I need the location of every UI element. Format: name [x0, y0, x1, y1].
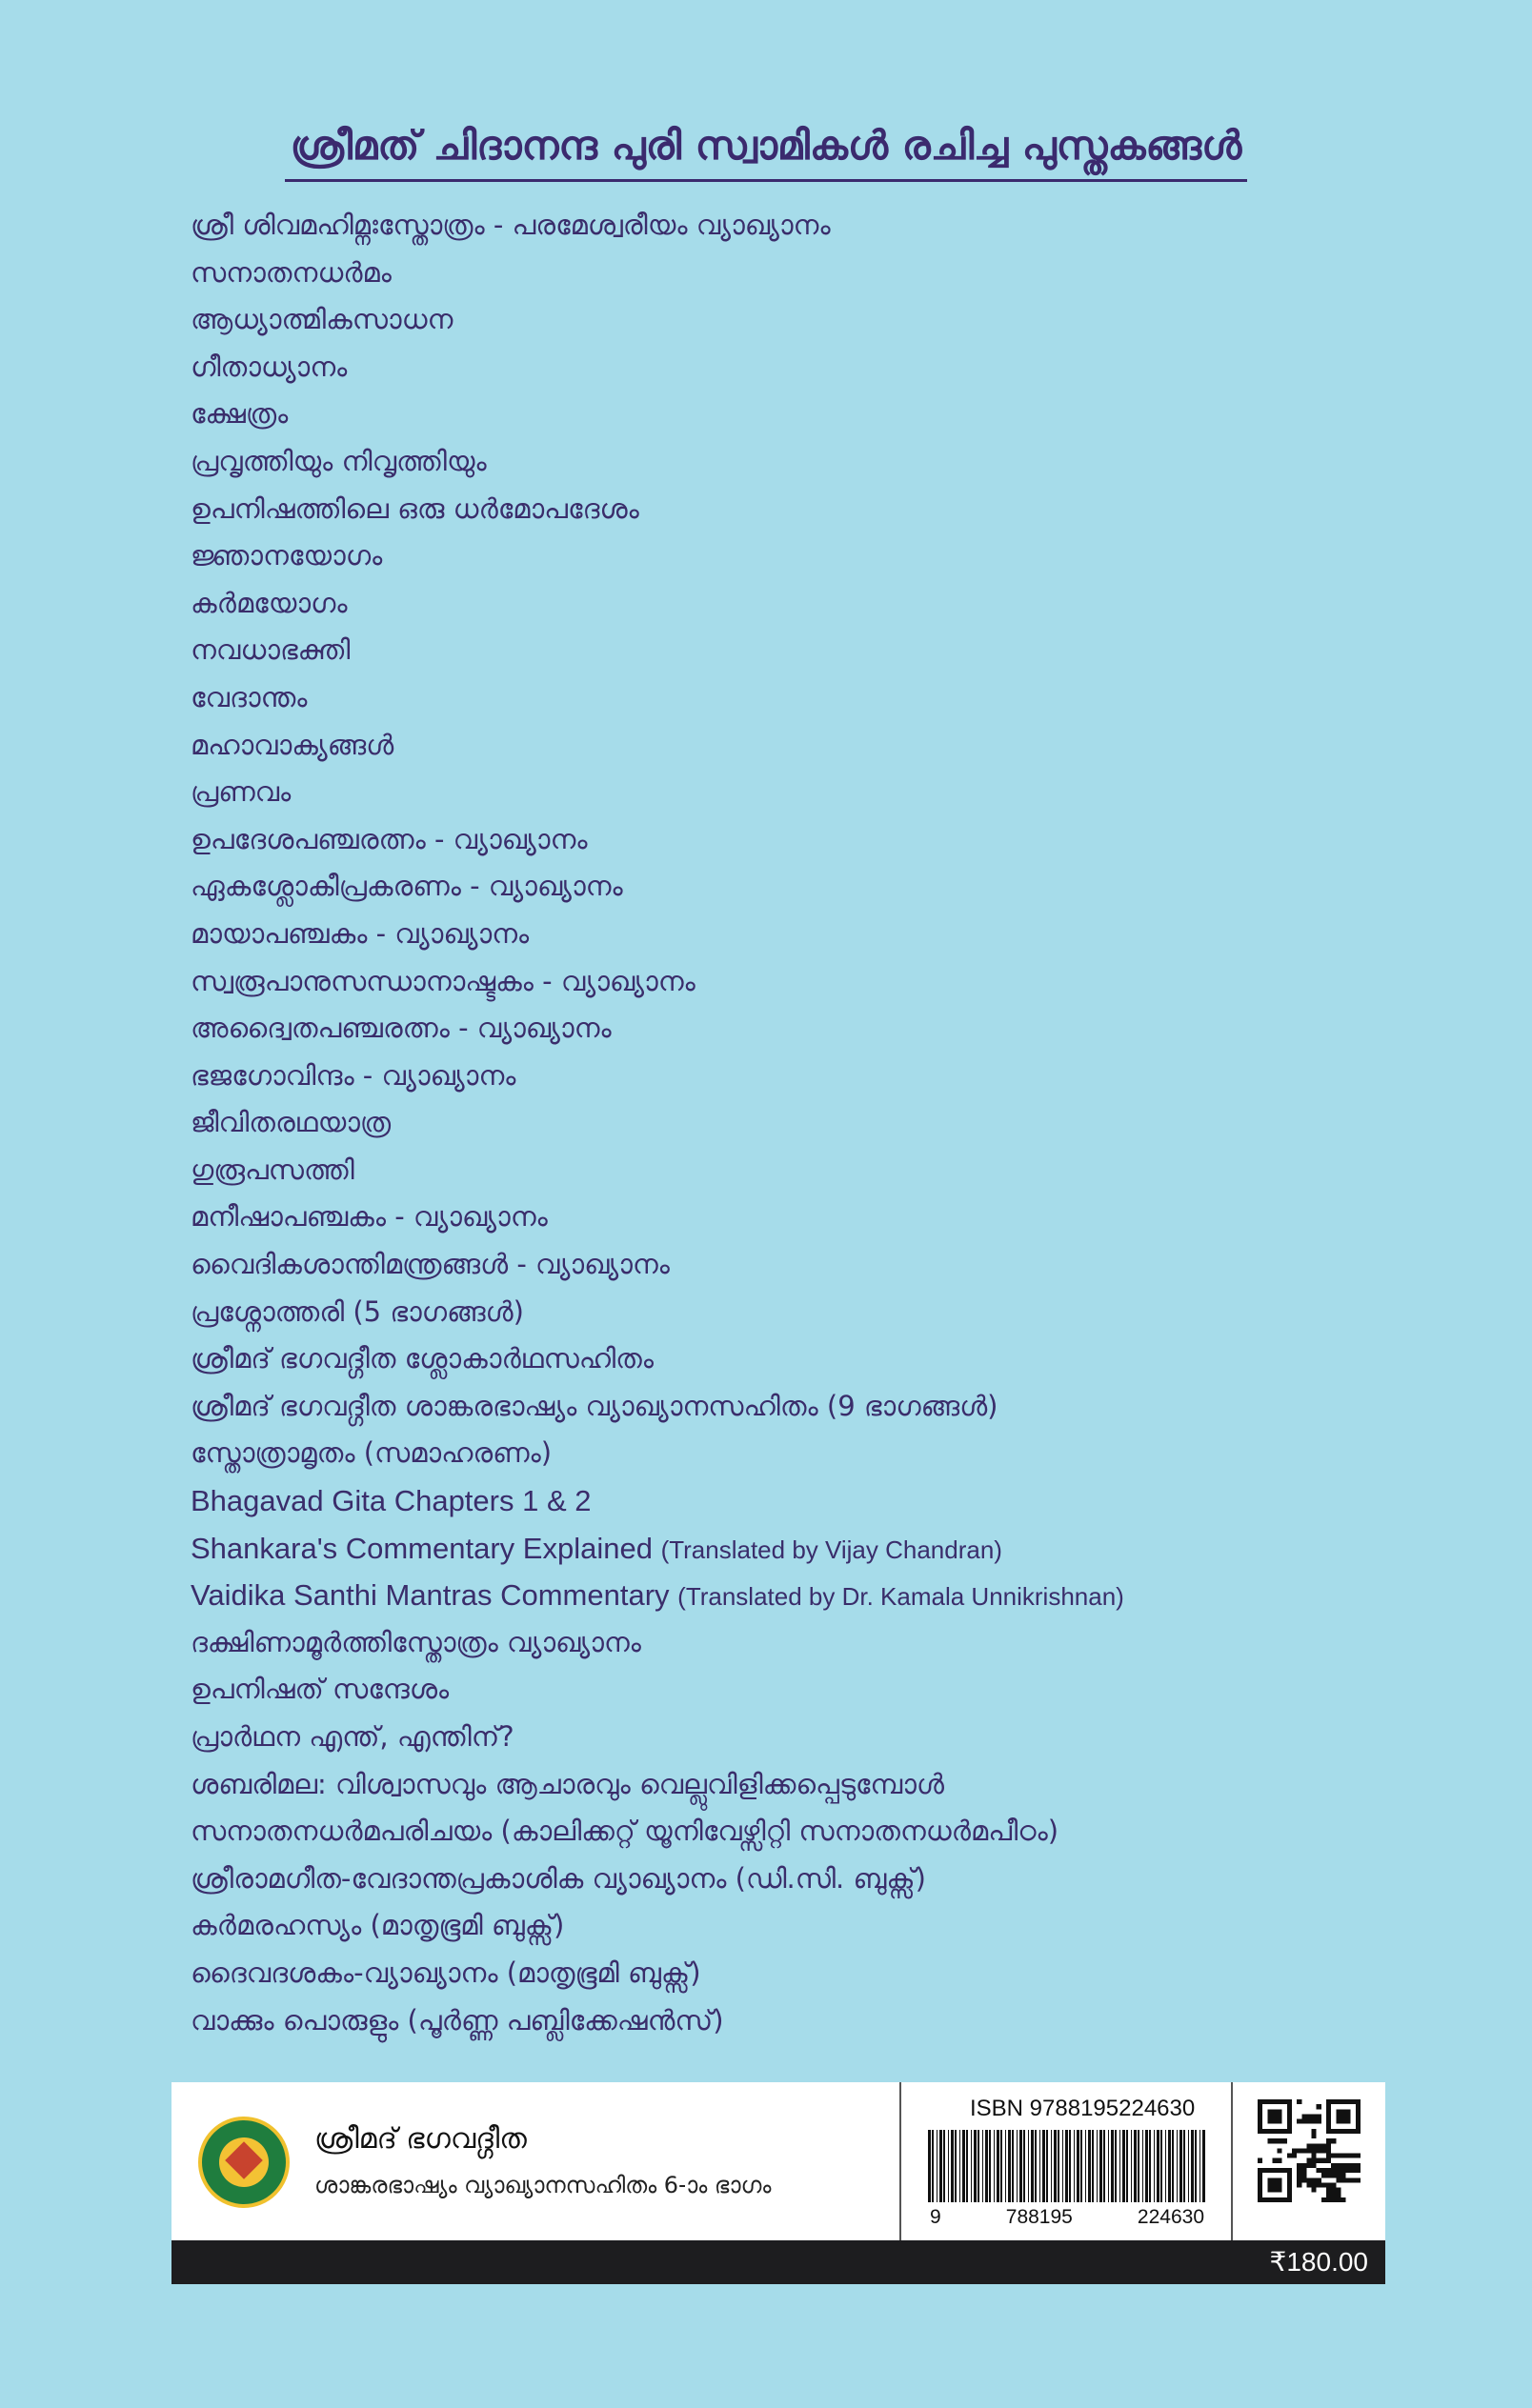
book-list-item [191, 1525, 1429, 1573]
book-list-item [191, 816, 1429, 864]
barcode-digits [924, 2206, 1210, 2229]
book-title-text: ശ്രീ ശിവമഹിമ്നഃസ്തോത്രം - പരമേശ്വരീയം വ്യാഖ്യാനം [191, 209, 831, 241]
book-title-text: വൈദികശാന്തിമന്ത്രങ്ങൾ - വ്യാഖ്യാനം [191, 1248, 670, 1281]
book-title-text: ദൈവദശകം-വ്യാഖ്യാനം (മാതൃഭൂമി ബുക്സ്) [191, 1956, 701, 1989]
book-title-text: കർമയോഗം [191, 586, 348, 619]
book-subtitle: ശാങ്കരഭാഷ്യം വ്യാഖ്യാനസഹിതം 6-ാം ഭാഗം [314, 2172, 772, 2198]
book-list-item [191, 1241, 1429, 1289]
book-list-item [191, 863, 1429, 911]
book-list-item [191, 1714, 1429, 1761]
book-title-text: ദക്ഷിണാമൂർത്തിസ്തോത്രം വ്യാഖ്യാനം [191, 1625, 641, 1658]
barcode-icon [924, 2130, 1210, 2202]
book-title-text: സ്വരൂപാനുസന്ധാനാഷ്ടകം - വ്യാഖ്യാനം [191, 964, 695, 997]
book-list-item [191, 1666, 1429, 1714]
footer-divider [1231, 2082, 1233, 2240]
book-list-item [191, 1572, 1429, 1619]
book-title-text: ശ്രീമദ് ഭഗവദ്ഗീത ശാങ്കരഭാഷ്യം വ്യാഖ്യാനസഹിതം (9 ഭാഗങ്ങൾ) [191, 1389, 998, 1422]
book-title-text: മഹാവാക്യങ്ങൾ [191, 728, 394, 761]
book-list-item [191, 391, 1429, 438]
book-title-text: സ്തോത്രാമൃതം (സമാഹരണം) [191, 1436, 553, 1470]
book-title-text: സനാതനധർമം [191, 255, 392, 289]
barcode-digit-group: 788195 [1005, 2206, 1073, 2228]
book-title-text: അദ്വൈതപഞ്ചരത്നം - വ്യാഖ്യാനം [191, 1012, 612, 1045]
book-list-item [191, 722, 1429, 770]
book-list-item [191, 250, 1429, 297]
book-list [191, 202, 1429, 2044]
book-title-text: ഉപനിഷത് സന്ദേശം [191, 1673, 450, 1706]
book-list-item [191, 296, 1429, 344]
book-list-item [191, 532, 1429, 580]
book-title-text: ഉപദേശപഞ്ചരത്നം - വ്യാഖ്യാനം [191, 822, 588, 855]
qr-code-icon [1258, 2099, 1361, 2202]
page-title [0, 122, 1532, 182]
barcode-digit-group: 9 [930, 2206, 941, 2228]
barcode-digit-group: 224630 [1137, 2206, 1204, 2228]
book-list-item [191, 911, 1429, 958]
book-title-text: നവധാഭക്തി [191, 633, 351, 667]
book-title-text: വാക്കും പൊരുളും (പൂർണ്ണ പബ്ലിക്കേഷൻസ്) [191, 2003, 724, 2037]
book-list-item [191, 958, 1429, 1006]
book-title-text: ഉപനിഷത്തിലെ ഒരു ധർമോപദേശം [191, 492, 639, 525]
book-list-item [191, 1099, 1429, 1147]
book-translator-note: (Translated by Dr. Kamala Unnikrishnan) [677, 1582, 1124, 1612]
book-title-text: ശ്രീരാമഗീത-വേദാന്തപ്രകാശിക വ്യാഖ്യാനം (ഡി.സി. ബുക്സ്) [191, 1861, 926, 1895]
book-title-text: സനാതനധർമപരിചയം (കാലിക്കറ്റ് യൂനിവേഴ്സിറ്റി സനാതനധർമപീഠം) [191, 1815, 1059, 1848]
book-list-item [191, 1761, 1429, 1809]
book-title-text: ശബരിമല: വിശ്വാസവും ആചാരവും വെല്ലുവിളിക്കപ്പെടുമ്പോൾ [191, 1767, 945, 1800]
book-title-text: Shankara's Commentary Explained [191, 1531, 653, 1565]
book-title-text: ഗുരൂപസത്തി [191, 1153, 354, 1186]
book-title-text: ഏകശ്ലോകീപ്രകരണം - വ്യാഖ്യാനം [191, 870, 623, 903]
book-title: ശ്രീമദ് ഭഗവദ്ഗീത [314, 2122, 527, 2156]
book-title-text: Bhagavad Gita Chapters 1 & 2 [191, 1484, 592, 1518]
book-list-item [191, 1619, 1429, 1667]
price-label: ₹180.00 [1269, 2247, 1368, 2277]
book-title-text: Vaidika Santhi Mantras Commentary [191, 1578, 670, 1613]
book-list-item [191, 769, 1429, 816]
book-list-item [191, 1477, 1429, 1525]
book-title-text: മായാപഞ്ചകം - വ്യാഖ്യാനം [191, 916, 530, 950]
book-list-item [191, 1856, 1429, 1903]
page-title-text: ശ്രീമത് ചിദാനന്ദ പുരി സ്വാമികൾ രചിച്ച പുസ്തകങ്ങൾ [285, 122, 1248, 182]
book-title-text: പ്രണവം [191, 775, 292, 809]
book-list-item [191, 344, 1429, 391]
book-list-item [191, 1053, 1429, 1100]
footer-divider [899, 2082, 901, 2240]
book-title-text: ഗീതാധ്യാനം [191, 350, 348, 383]
book-list-item [191, 1997, 1429, 2045]
book-list-item [191, 1950, 1429, 1997]
book-list-item [191, 1430, 1429, 1477]
publisher-logo-icon [198, 2117, 290, 2208]
book-title-text: മനീഷാപഞ്ചകം - വ്യാഖ്യാനം [191, 1200, 548, 1234]
book-title-text: പ്രശ്നോത്തരി (5 ഭാഗങ്ങൾ) [191, 1294, 524, 1328]
book-title-text: പ്രവൃത്തിയും നിവൃത്തിയും [191, 444, 487, 477]
back-cover-footer [171, 2082, 1385, 2240]
book-title-text: ജീവിതരഥയാത്ര [191, 1106, 392, 1139]
book-list-item [191, 1147, 1429, 1194]
book-list-item [191, 1289, 1429, 1336]
book-title-text: പ്രാർഥന എന്ത്, എന്തിന്? [191, 1720, 514, 1753]
isbn-label: ISBN 9788195224630 [970, 2096, 1196, 2121]
book-list-item [191, 1808, 1429, 1856]
book-list-item [191, 1005, 1429, 1053]
book-title-text: കർമരഹസ്യം (മാതൃഭൂമി ബുക്സ്) [191, 1909, 565, 1942]
book-list-item [191, 1902, 1429, 1950]
book-list-item [191, 438, 1429, 486]
book-list-item [191, 1194, 1429, 1241]
book-list-item [191, 202, 1429, 250]
book-list-item [191, 486, 1429, 533]
book-title-text: ക്ഷേത്രം [191, 397, 289, 431]
book-title-text: ശ്രീമദ് ഭഗവദ്ഗീത ശ്ലോകാർഥസഹിതം [191, 1342, 655, 1375]
book-title-text: വേദാന്തം [191, 680, 308, 713]
book-list-item [191, 627, 1429, 674]
book-translator-note: (Translated by Vijay Chandran) [660, 1535, 1002, 1564]
book-title-text: ജ്ഞാനയോഗം [191, 539, 383, 572]
book-title-text: ഭജഗോവിന്ദം - വ്യാഖ്യാനം [191, 1058, 516, 1092]
book-list-item [191, 1383, 1429, 1431]
book-list-item [191, 580, 1429, 628]
book-title-text: ആധ്യാത്മികസാധന [191, 303, 454, 336]
book-list-item [191, 1335, 1429, 1383]
book-list-item [191, 674, 1429, 722]
